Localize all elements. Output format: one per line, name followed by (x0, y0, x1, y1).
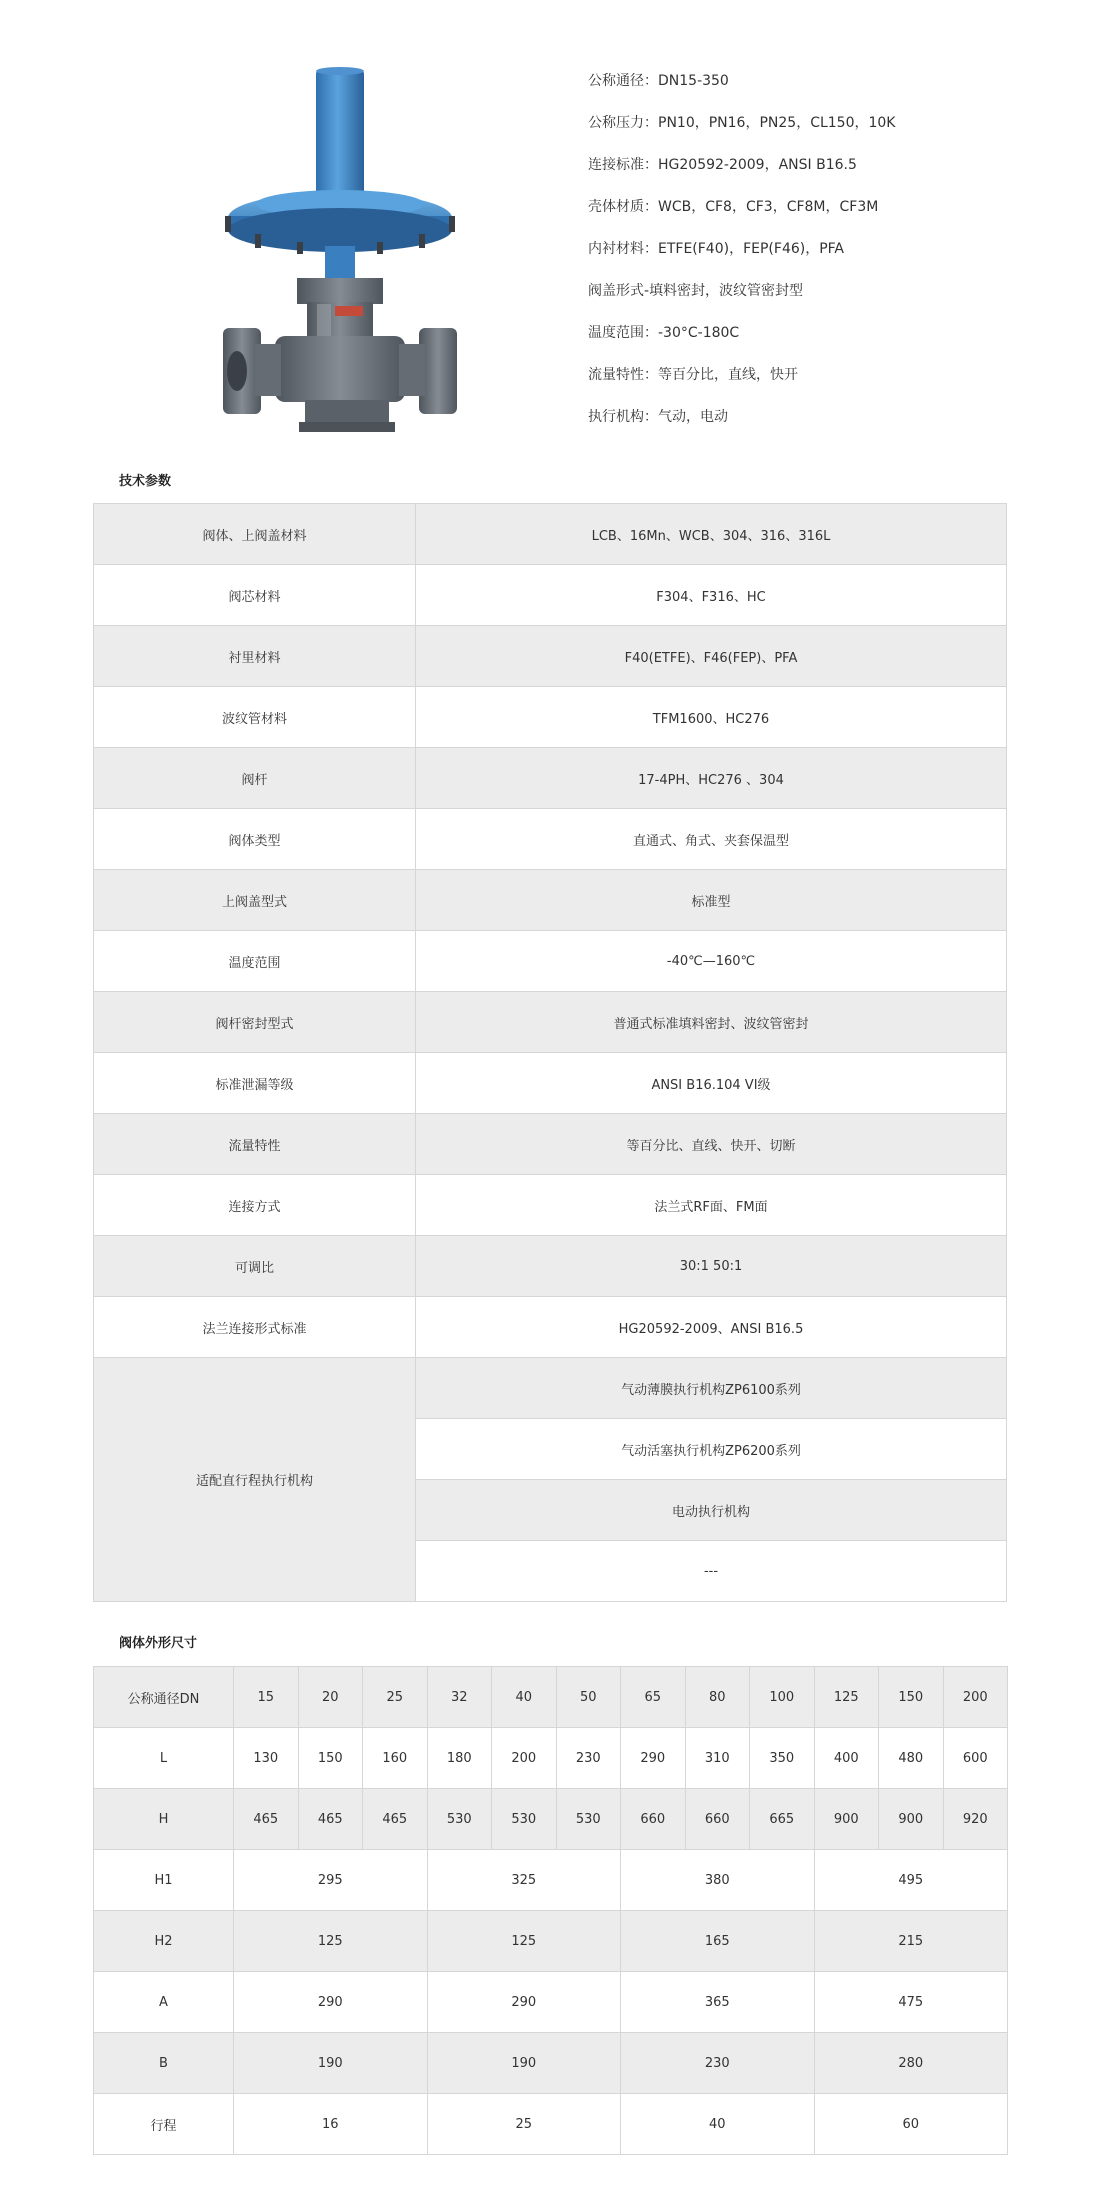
table-row (94, 809, 1007, 870)
dims-row-label: H1 (94, 1850, 234, 1911)
dims-cell: 130 (234, 1728, 299, 1789)
dims-cell: 325 (427, 1850, 621, 1911)
dims-cell: 40 (621, 2094, 815, 2155)
dn-cell: 80 (685, 1667, 750, 1728)
dn-cell: 32 (427, 1667, 492, 1728)
dims-cell: 380 (621, 1850, 815, 1911)
dims-cell: 125 (427, 1911, 621, 1972)
spec-label: 壳体材质： (588, 199, 658, 215)
table-row (94, 1358, 1007, 1419)
table-row (94, 1236, 1007, 1297)
spec-item (588, 108, 895, 150)
actuator-yoke (325, 246, 355, 280)
dims-table (93, 1666, 1008, 2155)
param-value: ANSI B16.104 VI级 (416, 1053, 1007, 1114)
dn-cell: 20 (298, 1667, 363, 1728)
dn-cell: 100 (750, 1667, 815, 1728)
dims-cell: 495 (814, 1850, 1008, 1911)
spec-value: HG20592-2009，ANSI B16.5 (658, 157, 857, 173)
dims-cell: 60 (814, 2094, 1008, 2155)
spec-label: 流量特性： (588, 367, 658, 383)
spec-value: 等百分比，直线，快开 (658, 367, 798, 383)
dims-row-label: A (94, 1972, 234, 2033)
spec-value: 气动，电动 (658, 409, 728, 425)
param-value: 普通式标准填料密封、波纹管密封 (416, 992, 1007, 1053)
table-row (94, 992, 1007, 1053)
spec-label: 公称通径： (588, 73, 658, 89)
dims-cell: 465 (234, 1789, 299, 1850)
table-row (94, 565, 1007, 626)
spec-item (588, 150, 895, 192)
dims-cell: 180 (427, 1728, 492, 1789)
dims-cell: 215 (814, 1911, 1008, 1972)
tech-params-table (93, 503, 1007, 1602)
dims-cell: 230 (621, 2033, 815, 2094)
dims-cell: 190 (427, 2033, 621, 2094)
param-name: 阀体、上阀盖材料 (94, 504, 416, 565)
spec-item (588, 234, 895, 276)
dims-cell: 200 (492, 1728, 557, 1789)
dims-cell: 480 (879, 1728, 944, 1789)
actuator-value: 气动薄膜执行机构ZP6100系列 (416, 1358, 1007, 1419)
dims-cell: 280 (814, 2033, 1008, 2094)
dims-cell: 465 (298, 1789, 363, 1850)
dims-cell: 190 (234, 2033, 428, 2094)
dims-cell: 900 (814, 1789, 879, 1850)
dims-cell: 16 (234, 2094, 428, 2155)
dims-row-label: H (94, 1789, 234, 1850)
dn-cell: 40 (492, 1667, 557, 1728)
dims-row-label: B (94, 2033, 234, 2094)
param-name: 阀杆密封型式 (94, 992, 416, 1053)
spec-value: PN10，PN16，PN25，CL150，10K (658, 115, 896, 131)
param-name: 标准泄漏等级 (94, 1053, 416, 1114)
dn-cell: 25 (363, 1667, 428, 1728)
spec-item (588, 402, 895, 444)
param-value: 等百分比、直线、快开、切断 (416, 1114, 1007, 1175)
param-value: LCB、16Mn、WCB、304、316、316L (416, 504, 1007, 565)
dn-cell: 65 (621, 1667, 686, 1728)
spec-label: 温度范围： (588, 325, 658, 341)
dims-cell: 230 (556, 1728, 621, 1789)
param-value: 法兰式RF面、FM面 (416, 1175, 1007, 1236)
dims-title: 阀体外形尺寸 (119, 1636, 198, 1651)
dims-cell: 660 (685, 1789, 750, 1850)
param-value: 标准型 (416, 870, 1007, 931)
param-value: F304、F316、HC (416, 565, 1007, 626)
table-row (94, 1053, 1007, 1114)
dims-cell: 900 (879, 1789, 944, 1850)
dims-row-H1 (94, 1850, 1008, 1911)
dims-cell: 310 (685, 1728, 750, 1789)
dn-cell: 150 (879, 1667, 944, 1728)
dims-header-label: 公称通径DN (94, 1667, 234, 1728)
dims-row-A (94, 1972, 1008, 2033)
product-image (215, 66, 475, 436)
param-value: 直通式、角式、夹套保温型 (416, 809, 1007, 870)
valve-bonnet (297, 278, 383, 304)
dims-cell: 295 (234, 1850, 428, 1911)
dims-cell: 400 (814, 1728, 879, 1789)
table-row (94, 504, 1007, 565)
param-name: 衬里材料 (94, 626, 416, 687)
dims-cell: 290 (427, 1972, 621, 2033)
dims-cell: 530 (556, 1789, 621, 1850)
dn-cell: 15 (234, 1667, 299, 1728)
param-value: HG20592-2009、ANSI B16.5 (416, 1297, 1007, 1358)
dims-header-row (94, 1667, 1008, 1728)
table-row (94, 687, 1007, 748)
table-row (94, 1114, 1007, 1175)
param-value: F40(ETFE)、F46(FEP)、PFA (416, 626, 1007, 687)
actuator-value: 气动活塞执行机构ZP6200系列 (416, 1419, 1007, 1480)
param-value: TFM1600、HC276 (416, 687, 1007, 748)
dn-cell: 125 (814, 1667, 879, 1728)
spec-list (588, 66, 895, 444)
actuator-spring-housing (316, 70, 364, 198)
dims-cell: 160 (363, 1728, 428, 1789)
param-name: 波纹管材料 (94, 687, 416, 748)
dims-cell: 365 (621, 1972, 815, 2033)
dims-cell: 290 (234, 1972, 428, 2033)
table-row (94, 1175, 1007, 1236)
spec-label: 连接标准： (588, 157, 658, 173)
spec-label: 阀盖形式- (588, 283, 650, 299)
dims-cell: 290 (621, 1728, 686, 1789)
spec-item (588, 318, 895, 360)
spec-label: 执行机构： (588, 409, 658, 425)
spec-value: WCB，CF8，CF3，CF8M，CF3M (658, 199, 879, 215)
spec-item (588, 192, 895, 234)
param-name: 上阀盖型式 (94, 870, 416, 931)
spec-item (588, 66, 895, 108)
param-name: 阀芯材料 (94, 565, 416, 626)
dims-cell: 920 (943, 1789, 1008, 1850)
dims-cell: 125 (234, 1911, 428, 1972)
spec-item (588, 360, 895, 402)
param-name: 阀体类型 (94, 809, 416, 870)
tech-params-title: 技术参数 (119, 474, 172, 489)
dims-cell: 660 (621, 1789, 686, 1850)
table-row (94, 626, 1007, 687)
spec-item (588, 276, 895, 318)
param-name: 可调比 (94, 1236, 416, 1297)
table-row (94, 931, 1007, 992)
dims-cell: 150 (298, 1728, 363, 1789)
dims-row-L (94, 1728, 1008, 1789)
table-row (94, 1297, 1007, 1358)
param-value: 30:1 50:1 (416, 1236, 1007, 1297)
dims-row-H (94, 1789, 1008, 1850)
dims-cell: 350 (750, 1728, 815, 1789)
dims-row-label: 行程 (94, 2094, 234, 2155)
dims-cell: 25 (427, 2094, 621, 2155)
dims-cell: 465 (363, 1789, 428, 1850)
dims-cell: 665 (750, 1789, 815, 1850)
param-name: 阀杆 (94, 748, 416, 809)
spec-value: ETFE(F40)，FEP(F46)，PFA (658, 241, 845, 257)
spec-label: 公称压力： (588, 115, 658, 131)
table-row (94, 870, 1007, 931)
param-name: 流量特性 (94, 1114, 416, 1175)
spec-label: 内衬材料： (588, 241, 658, 257)
spec-value: DN15-350 (658, 73, 729, 89)
dims-row-label: L (94, 1728, 234, 1789)
param-value: -40℃—160℃ (416, 931, 1007, 992)
dn-cell: 50 (556, 1667, 621, 1728)
dims-cell: 165 (621, 1911, 815, 1972)
actuator-value: 电动执行机构 (416, 1480, 1007, 1541)
spec-value: -30°C-180C (658, 325, 740, 341)
dn-cell: 200 (943, 1667, 1008, 1728)
dims-row-label: H2 (94, 1911, 234, 1972)
dims-cell: 600 (943, 1728, 1008, 1789)
param-value: 17-4PH、HC276 、304 (416, 748, 1007, 809)
dims-row-B (94, 2033, 1008, 2094)
actuator-name: 适配直行程执行机构 (94, 1358, 416, 1602)
param-name: 连接方式 (94, 1175, 416, 1236)
param-name: 温度范围 (94, 931, 416, 992)
dims-cell: 475 (814, 1972, 1008, 2033)
dims-row-stroke (94, 2094, 1008, 2155)
param-name: 法兰连接形式标准 (94, 1297, 416, 1358)
dims-cell: 530 (492, 1789, 557, 1850)
spec-value: 填料密封，波纹管密封型 (649, 283, 804, 299)
table-row (94, 748, 1007, 809)
dims-row-H2 (94, 1911, 1008, 1972)
dims-cell: 530 (427, 1789, 492, 1850)
valve-body (275, 336, 405, 402)
actuator-value: --- (416, 1541, 1007, 1602)
